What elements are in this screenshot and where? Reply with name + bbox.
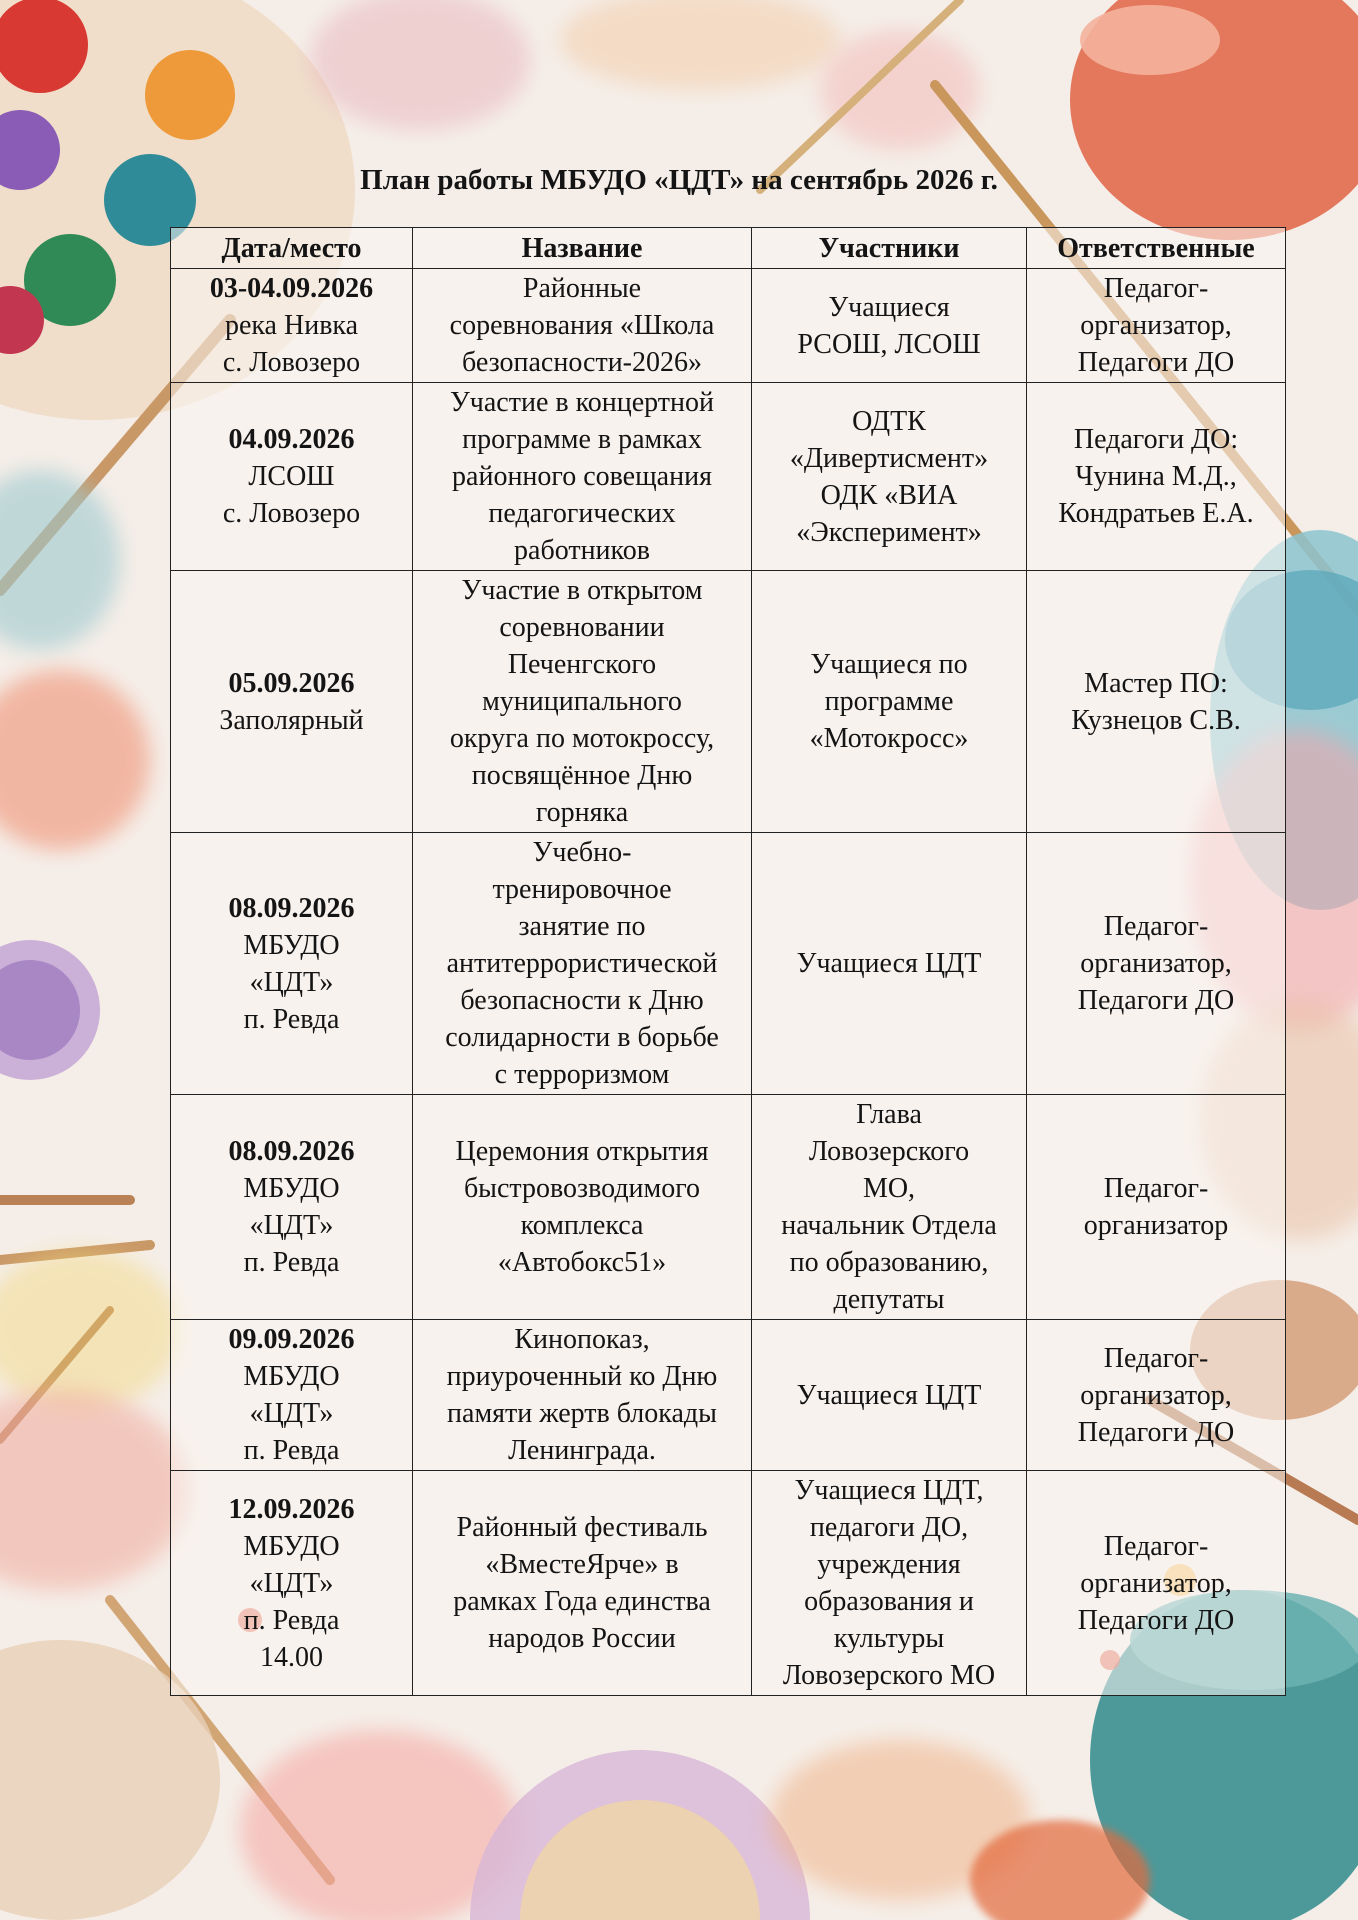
place-line: с. Ловозеро bbox=[222, 498, 361, 529]
cell-responsible bbox=[1027, 1095, 1286, 1320]
event-date: 08.09.2026 bbox=[228, 892, 355, 924]
table-row bbox=[171, 571, 1286, 833]
events-table-body bbox=[171, 269, 1286, 1696]
cell-date-place bbox=[171, 1471, 413, 1696]
cell-date-place bbox=[171, 1320, 413, 1471]
cell-date-place bbox=[171, 1095, 413, 1320]
event-date: 12.09.2026 bbox=[228, 1493, 355, 1525]
cell-participants bbox=[752, 269, 1027, 383]
header-date-place: Дата/место bbox=[171, 228, 413, 269]
cell-responsible bbox=[1027, 571, 1286, 833]
responsible-line: организатор, bbox=[1080, 948, 1232, 979]
cell-date-place bbox=[171, 383, 413, 571]
participants-line: по образованию, bbox=[789, 1247, 989, 1278]
participants-line: программе bbox=[824, 686, 954, 717]
participants-line: ОДК «ВИА bbox=[820, 479, 958, 511]
participants-line: «Мотокросс» bbox=[809, 723, 969, 754]
place-line: «ЦДТ» bbox=[249, 966, 334, 998]
cell-participants bbox=[752, 1095, 1027, 1320]
name-line: соревновании bbox=[499, 612, 665, 643]
name-line: программе в рамках bbox=[462, 424, 702, 455]
name-line: Кинопоказ, bbox=[514, 1324, 650, 1355]
name-line: Ленинграда. bbox=[508, 1435, 656, 1466]
cell-responsible bbox=[1027, 383, 1286, 571]
name-line: Церемония открытия bbox=[455, 1136, 709, 1167]
name-line: округа по мотокроссу, bbox=[449, 723, 715, 754]
cell-responsible bbox=[1027, 1320, 1286, 1471]
responsible-line: Педагог- bbox=[1103, 273, 1209, 304]
name-line: горняка bbox=[535, 797, 629, 828]
participants-line: начальник Отдела bbox=[781, 1210, 997, 1241]
participants-line: Учащиеся по bbox=[810, 649, 968, 680]
cell-event-name bbox=[413, 383, 752, 571]
cell-event-name bbox=[413, 571, 752, 833]
responsible-line: Кондратьев Е.А. bbox=[1058, 498, 1254, 529]
page-title: План работы МБУДО «ЦДТ» на сентябрь 2026 г. bbox=[360, 164, 998, 196]
name-line: соревнования «Школа bbox=[449, 310, 715, 341]
responsible-line: организатор bbox=[1083, 1210, 1229, 1241]
responsible-line: организатор, bbox=[1080, 1379, 1232, 1411]
events-table bbox=[170, 227, 1286, 1696]
participants-line: Учащиеся ЦДТ bbox=[796, 948, 982, 979]
cell-event-name bbox=[413, 833, 752, 1095]
cell-participants bbox=[752, 1320, 1027, 1471]
place-line: МБУДО bbox=[243, 1530, 340, 1562]
responsible-line: Мастер ПО: bbox=[1084, 667, 1228, 699]
cell-event-name bbox=[413, 1320, 752, 1471]
name-line: посвящённое Дню bbox=[471, 760, 693, 791]
name-line: работников bbox=[514, 535, 650, 566]
responsible-line: организатор, bbox=[1080, 310, 1232, 341]
place-line: МБУДО bbox=[243, 1173, 340, 1204]
participants-line: РСОШ, ЛСОШ bbox=[797, 328, 981, 360]
place-line: п. Ревда bbox=[243, 1247, 340, 1278]
responsible-line: Кузнецов С.В. bbox=[1071, 704, 1241, 736]
participants-line: Учащиеся ЦДТ, bbox=[794, 1475, 984, 1506]
responsible-line: Педагог- bbox=[1103, 1173, 1209, 1204]
cell-event-name bbox=[413, 1471, 752, 1696]
name-line: Районные bbox=[522, 273, 642, 304]
participants-line: МО, bbox=[862, 1173, 916, 1204]
cell-responsible bbox=[1027, 269, 1286, 383]
participants-line: Ловозерского bbox=[808, 1136, 970, 1167]
name-line: быстровозводимого bbox=[463, 1173, 701, 1204]
responsible-line: Педагоги ДО bbox=[1077, 347, 1235, 378]
name-line: с терроризмом bbox=[494, 1059, 670, 1090]
cell-date-place bbox=[171, 833, 413, 1095]
name-line: «Автобокс51» bbox=[497, 1247, 667, 1278]
place-line: п. Ревда bbox=[243, 1003, 340, 1035]
participants-line: Учащиеся bbox=[828, 291, 950, 323]
responsible-line: Педагог- bbox=[1103, 911, 1209, 942]
name-line: рамках Года единства bbox=[453, 1586, 711, 1617]
cell-date-place bbox=[171, 269, 413, 383]
name-line: народов России bbox=[488, 1623, 676, 1654]
event-date: 05.09.2026 bbox=[228, 667, 355, 699]
name-line: памяти жертв блокады bbox=[447, 1398, 717, 1429]
responsible-line: Педагог- bbox=[1103, 1530, 1209, 1562]
table-row bbox=[171, 1095, 1286, 1320]
participants-line: Учащиеся ЦДТ bbox=[796, 1379, 982, 1411]
name-line: муниципального bbox=[482, 686, 682, 717]
name-line: Учебно- bbox=[532, 837, 632, 868]
header-name: Название bbox=[413, 228, 752, 269]
participants-line: «Эксперимент» bbox=[796, 516, 982, 548]
responsible-line: Педагоги ДО: bbox=[1073, 424, 1239, 455]
name-line: безопасности к Дню bbox=[460, 985, 704, 1016]
header-responsible: Ответственные bbox=[1027, 228, 1286, 269]
participants-line: Глава bbox=[856, 1099, 922, 1130]
responsible-line: Педагоги ДО bbox=[1077, 985, 1235, 1016]
place-line: «ЦДТ» bbox=[249, 1567, 334, 1599]
place-line: ЛСОШ bbox=[248, 461, 335, 492]
cell-participants bbox=[752, 571, 1027, 833]
participants-line: культуры bbox=[833, 1623, 945, 1654]
place-line: с. Ловозеро bbox=[222, 347, 361, 378]
cell-participants bbox=[752, 383, 1027, 571]
responsible-line: Педагоги ДО bbox=[1077, 1604, 1235, 1636]
event-date: 08.09.2026 bbox=[228, 1136, 355, 1167]
name-line: комплекса bbox=[520, 1210, 644, 1241]
place-line: 14.00 bbox=[260, 1641, 323, 1673]
participants-line: педагоги ДО, bbox=[809, 1512, 969, 1543]
cell-event-name bbox=[413, 269, 752, 383]
participants-line: учреждения bbox=[817, 1549, 961, 1580]
place-line: Заполярный bbox=[219, 704, 364, 736]
table-row bbox=[171, 1320, 1286, 1471]
place-line: река Нивка bbox=[224, 310, 359, 341]
event-date: 09.09.2026 bbox=[228, 1324, 355, 1355]
name-line: Районный фестиваль bbox=[456, 1512, 708, 1543]
table-header-row bbox=[171, 228, 1286, 269]
name-line: антитеррористической bbox=[446, 948, 718, 979]
name-line: занятие по bbox=[518, 911, 646, 942]
event-date: 03-04.09.2026 bbox=[209, 273, 374, 304]
participants-line: депутаты bbox=[833, 1284, 945, 1315]
place-line: «ЦДТ» bbox=[249, 1210, 334, 1241]
name-line: «ВместеЯрче» в bbox=[485, 1549, 679, 1580]
name-line: районного совещания bbox=[452, 461, 712, 492]
name-line: солидарности в борьбе bbox=[445, 1022, 719, 1053]
participants-line: Ловозерского МО bbox=[782, 1660, 996, 1691]
responsible-line: Чунина М.Д., bbox=[1075, 461, 1237, 492]
cell-event-name bbox=[413, 1095, 752, 1320]
place-line: п. Ревда bbox=[243, 1435, 340, 1466]
name-line: тренировочное bbox=[492, 874, 672, 905]
place-line: МБУДО bbox=[243, 1361, 340, 1392]
cell-responsible bbox=[1027, 833, 1286, 1095]
participants-line: «Дивертисмент» bbox=[789, 442, 989, 474]
cell-participants bbox=[752, 1471, 1027, 1696]
place-line: «ЦДТ» bbox=[249, 1398, 334, 1429]
table-row bbox=[171, 1471, 1286, 1696]
event-date: 04.09.2026 bbox=[228, 424, 355, 455]
responsible-line: Педагоги ДО bbox=[1077, 1416, 1235, 1448]
name-line: Печенгского bbox=[507, 649, 657, 680]
participants-line: ОДТК bbox=[852, 405, 926, 437]
name-line: Участие в концертной bbox=[449, 387, 715, 418]
place-line: МБУДО bbox=[243, 929, 340, 961]
header-participants: Участники bbox=[752, 228, 1027, 269]
cell-participants bbox=[752, 833, 1027, 1095]
cell-responsible bbox=[1027, 1471, 1286, 1696]
responsible-line: Педагог- bbox=[1103, 1342, 1209, 1374]
name-line: безопасности-2026» bbox=[461, 347, 703, 378]
name-line: приуроченный ко Дню bbox=[446, 1361, 718, 1392]
table-row bbox=[171, 833, 1286, 1095]
responsible-line: организатор, bbox=[1080, 1567, 1232, 1599]
table-row bbox=[171, 383, 1286, 571]
participants-line: образования и bbox=[804, 1586, 974, 1617]
name-line: Участие в открытом bbox=[461, 575, 703, 606]
place-line: п. Ревда bbox=[243, 1604, 340, 1636]
name-line: педагогических bbox=[488, 498, 676, 529]
cell-date-place bbox=[171, 571, 413, 833]
table-row bbox=[171, 269, 1286, 383]
